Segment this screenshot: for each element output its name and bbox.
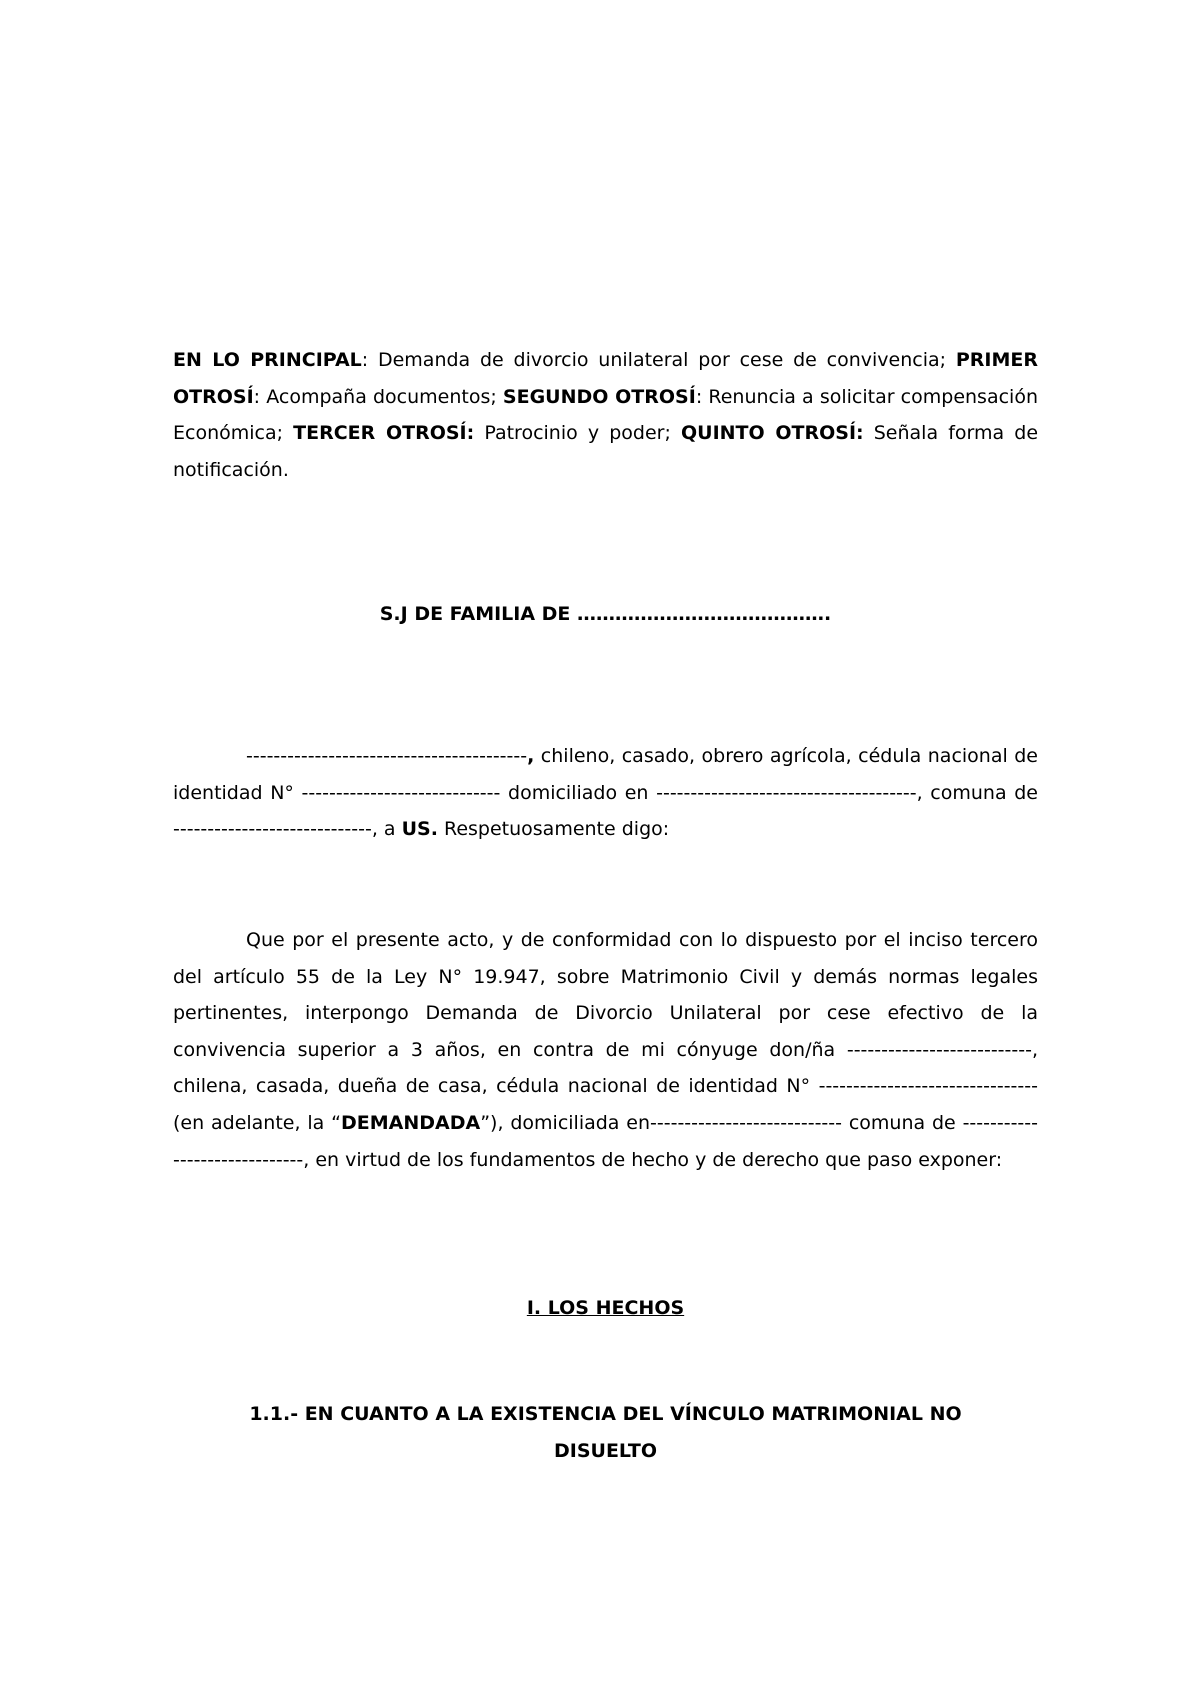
principal-label: EN LO PRINCIPAL [173, 349, 362, 371]
section-title-text: I. LOS HECHOS [526, 1297, 685, 1319]
name-blank: ----------------------------------------- [246, 745, 528, 767]
quinto-otrosi-text: Señala forma de notificación. [173, 422, 1039, 481]
quinto-otrosi-label: QUINTO OTROSÍ: [681, 422, 864, 445]
subsection-title-line1: 1.1.- EN CUANTO A LA EXISTENCIA DEL VÍNCULO MATRIMONIAL NO [249, 1403, 962, 1425]
subsection-title-line2: DISUELTO [553, 1440, 657, 1462]
tercer-otrosi-label: TERCER OTROSÍ: [293, 422, 475, 445]
tercer-otrosi-text: Patrocinio y poder; [474, 422, 681, 445]
claim-text-2: ”), domiciliada en---------------------------- comuna de ------------------------------, en virtud de los fundamentos de hecho y de derecho que paso exponer: [173, 1111, 1038, 1171]
intro-text: chileno, casado, obrero agrícola, cédula nacional de identidad N° ----------------------------- domiciliado en --------------------------------------, comuna de -----------------------------, a [173, 745, 1038, 841]
segundo-otrosi-label: SEGUNDO OTROSÍ [502, 385, 696, 408]
court-heading: S.J DE FAMILIA DE …………………………………. [379, 603, 832, 625]
intro-closing: Respetuosamente digo: [437, 818, 670, 841]
summary-paragraph [173, 342, 1038, 488]
primer-otrosi-label: PRIMER OTROSÍ [173, 349, 1038, 408]
segundo-otrosi-text: : Renuncia a solicitar compensación Económica; [173, 385, 1038, 445]
name-comma: , [527, 745, 535, 767]
section-title [173, 1290, 1038, 1326]
intro-paragraph [173, 738, 1038, 848]
subsection-title [173, 1396, 1038, 1470]
us-label: US. [401, 818, 438, 841]
principal-text: : Demanda de divorcio unilateral por cese de convivencia; [361, 349, 956, 371]
claim-paragraph [173, 922, 1038, 1178]
claim-text: Que por el presente acto, y de conformidad con lo dispuesto por el inciso tercero del artículo 55 de la Ley N° 19.947, sobre Matrimonio Civil y demás normas legales pertinentes, interpongo Demanda de Divorcio Unilateral por cese efectivo de la convivencia superior a 3 años, en contra de mi cónyuge don/ña ---------------------------, chilena, casada, dueña de casa, cédula nacional de identidad N° -------------------------------- (en adelante, la “ [173, 929, 1038, 1134]
primer-otrosi-text: : Acompaña documentos; [253, 385, 503, 408]
demandada-label: DEMANDADA [340, 1111, 481, 1134]
